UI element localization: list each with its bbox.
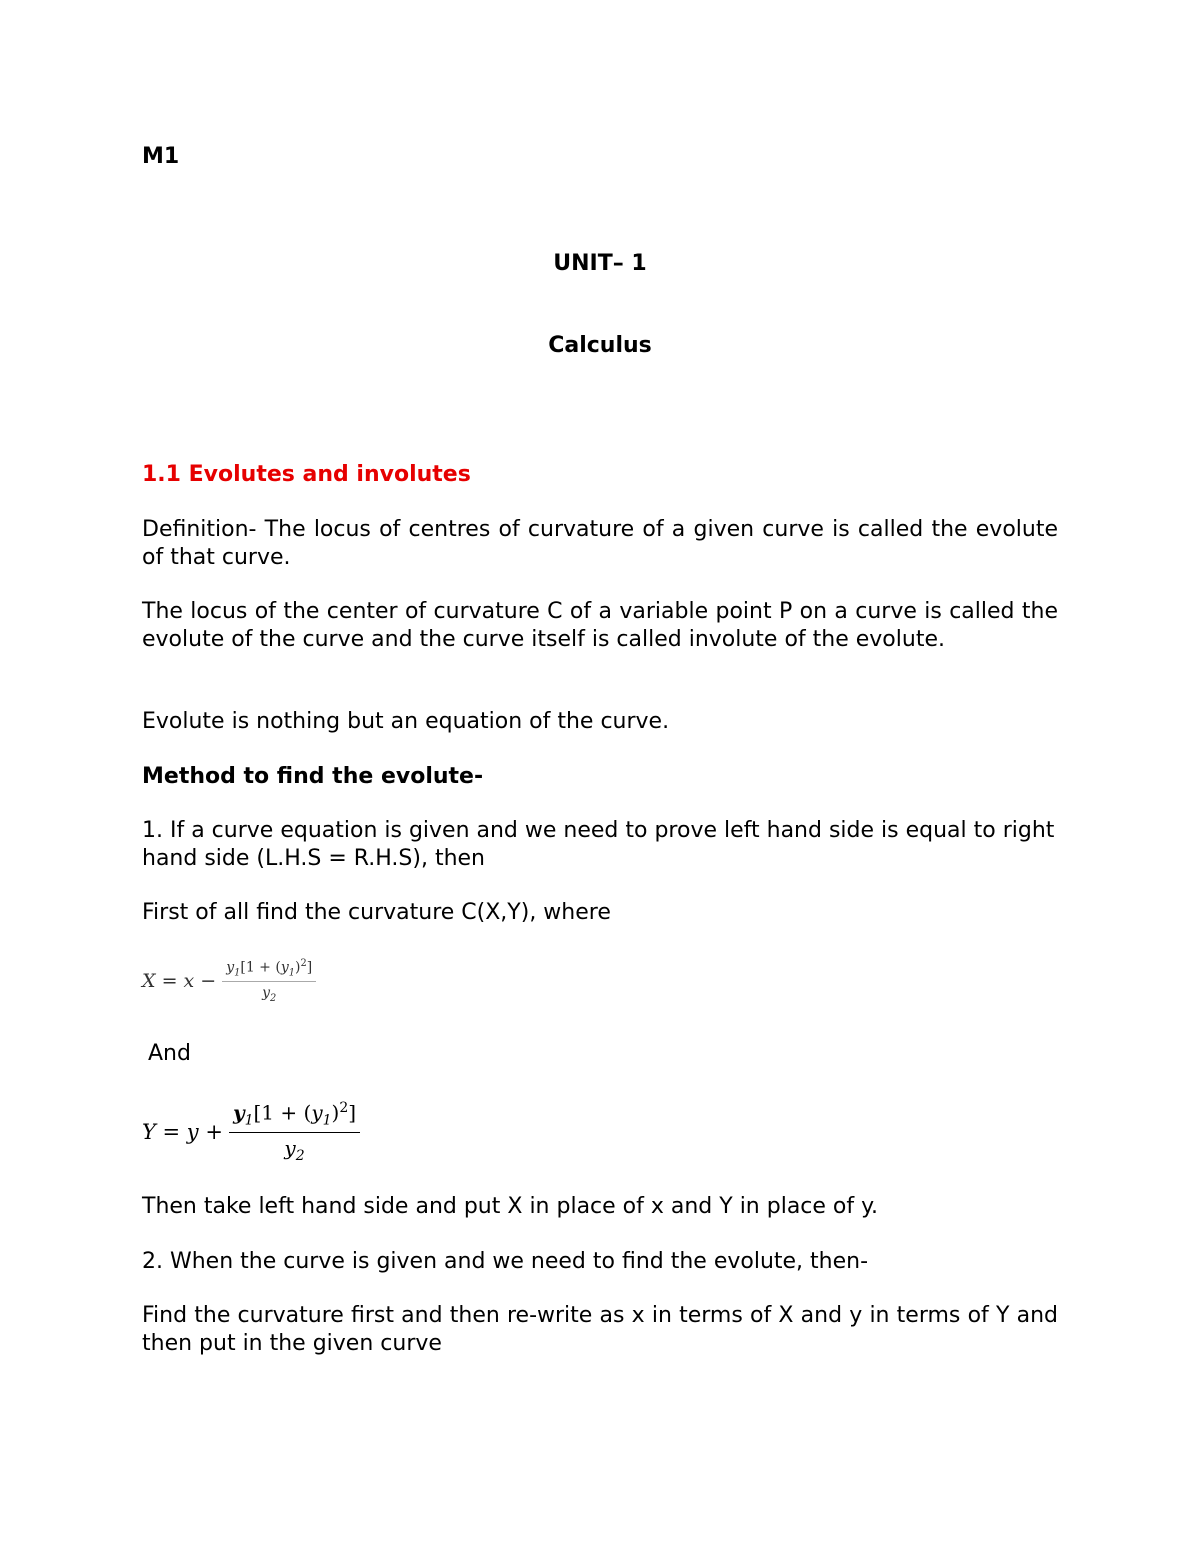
section-heading: 1.1 Evolutes and involutes [142, 462, 471, 487]
equation-y-fraction: $\frac{y_1[1 + (y_1)^2]}{y_2}$ [229, 1100, 360, 1164]
evolute-paragraph: The locus of the center of curvature C of a variable point P on a curve is called the evolute of the curve and the curve itself is called involute of the evolute. [142, 599, 1058, 652]
subject-title: Calculus [548, 333, 652, 358]
method-step-2: 2. When the curve is given and we need to find the evolute, then- [142, 1249, 869, 1274]
step-1-conclusion: Then take left hand side and put X in place of x and Y in place of y. [142, 1194, 879, 1219]
document-code: M1 [142, 144, 180, 169]
equation-y-lhs: Y = y + [142, 1119, 223, 1144]
equation-x-fraction: $\frac{y_1[1 + (y_1)^2]}{y_2}$ [222, 958, 316, 1004]
unit-title: UNIT– 1 [553, 251, 647, 276]
equation-x [142, 958, 316, 1004]
equation-y [142, 1100, 360, 1164]
and-text: And [148, 1041, 191, 1066]
step-2-detail: Find the curvature first and then re-write as x in terms of X and y in terms of Y and then put in the given curve [142, 1303, 1058, 1356]
step-1-detail: First of all find the curvature C(X,Y), where [142, 900, 611, 925]
equation-x-lhs: X = x − [142, 970, 217, 993]
method-heading: Method to find the evolute- [142, 764, 484, 789]
method-step-1: 1. If a curve equation is given and we need to prove left hand side is equal to right hand side (L.H.S = R.H.S), then [142, 818, 1055, 871]
definition-paragraph: Definition- The locus of centres of curvature of a given curve is called the evolute of that curve. [142, 517, 1058, 570]
evolute-note: Evolute is nothing but an equation of the curve. [142, 709, 670, 734]
